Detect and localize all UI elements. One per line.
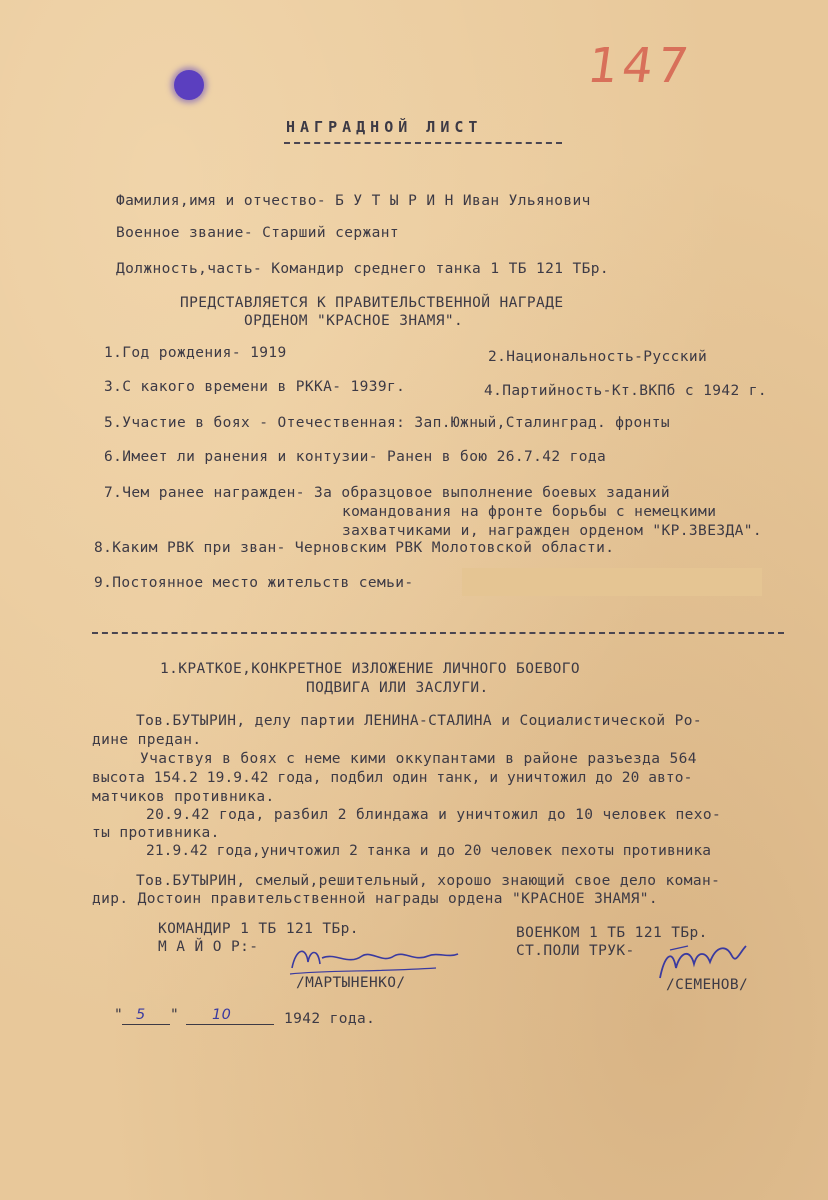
field-prior-awards-cont-1: командования на фронте борьбы с немецкими bbox=[342, 504, 717, 520]
field-party: 4.Партийность-Кт.ВКПб с 1942 г. bbox=[484, 383, 768, 399]
commander-name: /МАРТЫНЕНКО/ bbox=[296, 975, 406, 991]
presentation-line-1: ПРЕДСТАВЛЯЕТСЯ К ПРАВИТЕЛЬСТВЕННОЙ НАГРАДЕ bbox=[180, 295, 564, 311]
section-heading-line-2: ПОДВИГА ИЛИ ЗАСЛУГИ. bbox=[306, 680, 489, 696]
field-battles: 5.Участие в боях - Отечественная: Зап.Южный,Сталинград. фронты bbox=[104, 415, 671, 431]
rank-line: Военное звание- Старший сержант bbox=[116, 225, 400, 241]
date-open-quote: " bbox=[114, 1007, 124, 1023]
date-day: 5 bbox=[136, 1007, 146, 1023]
name-line: Фамилия,имя и отчество- Б У Т Ы Р И Н Иван Ульянович bbox=[116, 193, 591, 209]
section-separator bbox=[92, 632, 784, 634]
title-underline bbox=[284, 142, 562, 144]
date-month-blank bbox=[186, 1024, 274, 1025]
field-army-since: 3.С какого времени в РККА- 1939г. bbox=[104, 379, 406, 395]
body-line: 21.9.42 года,уничтожил 2 танка и до 20 человек пехоты противника bbox=[146, 843, 712, 859]
commissar-title: ВОЕНКОМ 1 ТБ 121 ТБр. bbox=[516, 925, 708, 941]
field-draft-office: 8.Каким РВК при зван- Черновским РВК Молотовской области. bbox=[94, 540, 615, 556]
date-month: 10 bbox=[212, 1007, 232, 1023]
commander-title: КОМАНДИР 1 ТБ 121 ТБр. bbox=[158, 921, 359, 937]
document-title: НАГРАДНОЙ ЛИСТ bbox=[286, 118, 483, 136]
body-line: ты противника. bbox=[92, 825, 220, 841]
field-wounds: 6.Имеет ли ранения и контузии- Ранен в бою 26.7.42 года bbox=[104, 449, 607, 465]
body-line: Тов.БУТЫРИН, смелый,решительный, хорошо знающий свое дело коман- bbox=[136, 873, 721, 889]
commander-signature bbox=[286, 938, 466, 978]
section-heading-line-1: 1.КРАТКОЕ,КОНКРЕТНОЕ ИЗЛОЖЕНИЕ ЛИЧНОГО БОЕВОГО bbox=[160, 661, 580, 677]
body-line: Участвуя в боях с неме кими оккупантами в районе разъезда 564 bbox=[140, 751, 697, 767]
date-day-blank bbox=[122, 1024, 170, 1025]
archive-number: 147 bbox=[584, 38, 696, 94]
position-line: Должность,часть- Командир среднего танка 1 ТБ 121 ТБр. bbox=[116, 261, 610, 277]
date-close-quote: " bbox=[170, 1007, 180, 1023]
body-line: дир. Достоин правительственной награды ордена "КРАСНОЕ ЗНАМЯ". bbox=[92, 891, 659, 907]
field-prior-awards-cont-2: захватчиками и, награжден орденом "КР.ЗВЕЗДА". bbox=[342, 523, 762, 539]
field-nationality: 2.Национальность-Русский bbox=[488, 349, 708, 365]
presentation-line-2: ОРДЕНОМ "КРАСНОЕ ЗНАМЯ". bbox=[244, 313, 464, 329]
body-line: высота 154.2 19.9.42 года, подбил один танк, и уничтожил до 20 авто- bbox=[92, 770, 693, 786]
field-birth-year: 1.Год рождения- 1919 bbox=[104, 345, 287, 361]
date-year: 1942 года. bbox=[284, 1011, 376, 1027]
field-prior-awards: 7.Чем ранее награжден- За образцовое выполнение боевых заданий bbox=[104, 485, 671, 501]
commander-rank: М А Й О Р:- bbox=[158, 939, 259, 955]
redacted-area bbox=[462, 568, 762, 596]
field-family-residence: 9.Постоянное место жительств семьи- bbox=[94, 575, 414, 591]
commissar-name: /СЕМЕНОВ/ bbox=[666, 977, 749, 993]
ink-stamp-mark bbox=[174, 70, 204, 100]
body-line: Тов.БУТЫРИН, делу партии ЛЕНИНА-СТАЛИНА и Социалистической Ро- bbox=[136, 713, 703, 729]
commissar-rank: СТ.ПОЛИ ТРУК- bbox=[516, 943, 635, 959]
body-line: дине предан. bbox=[92, 732, 202, 748]
body-line: 20.9.42 года, разбил 2 блиндажа и уничтожил до 10 человек пехо- bbox=[146, 807, 722, 823]
body-line: матчиков противника. bbox=[92, 789, 275, 805]
